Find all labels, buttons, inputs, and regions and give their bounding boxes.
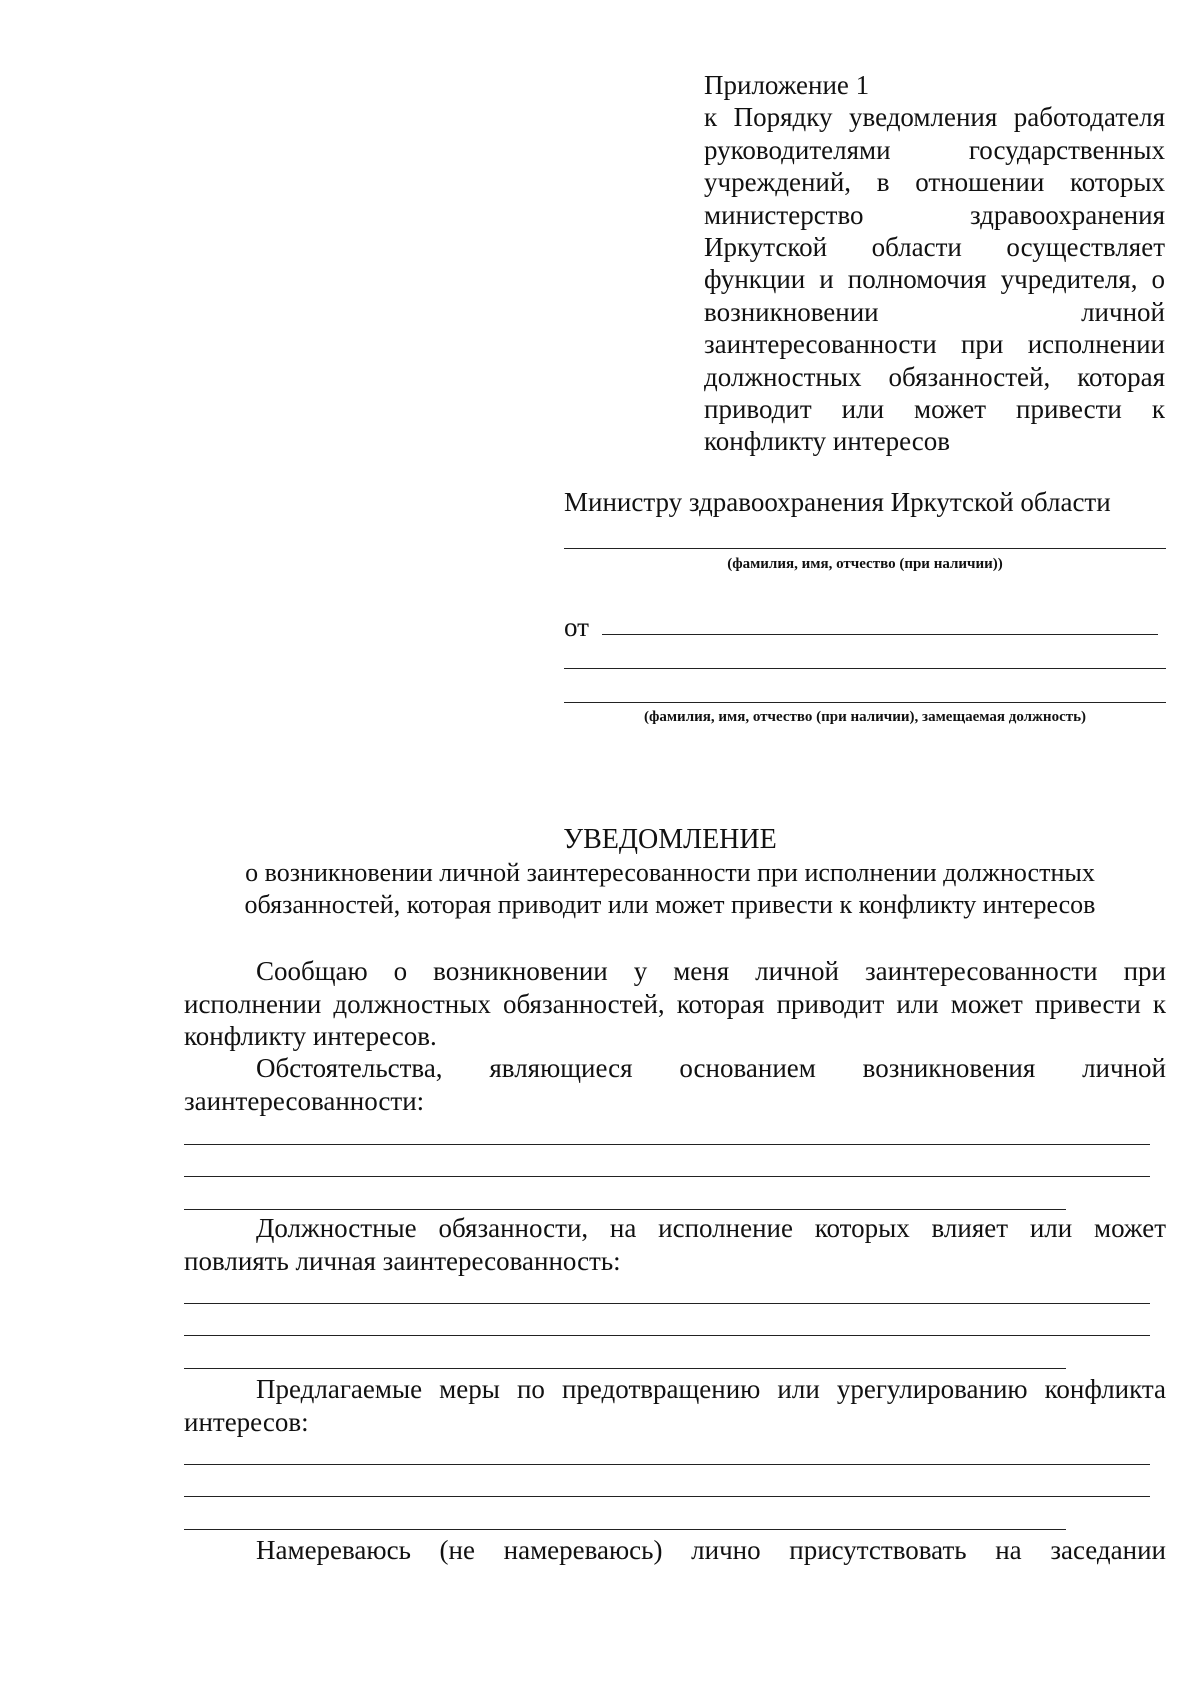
addressee-name-line: [564, 548, 1166, 549]
from-caption: (фамилия, имя, отчество (при наличии), замещаемая должность): [643, 709, 1087, 725]
notice-title: УВЕДОМЛЕНИЕ: [563, 824, 777, 855]
paragraph-circumstances: Обстоятельства, являющиеся основанием возникновения личной заинтересованности:: [184, 1053, 1166, 1116]
duties-line-2: [184, 1335, 1150, 1336]
measures-line-2: [184, 1496, 1150, 1497]
addressee-name-caption: (фамилия, имя, отчество (при наличии)): [727, 556, 1003, 572]
from-line-3: [564, 702, 1166, 703]
notice-subtitle-line-1: о возникновении личной заинтересованности при исполнении должностных: [245, 858, 1095, 887]
measures-line-3: [184, 1529, 1066, 1530]
circumstances-line-2: [184, 1176, 1150, 1177]
paragraph-measures: Предлагаемые меры по предотвращению или урегулированию конфликта интересов:: [184, 1374, 1166, 1437]
from-line-2: [564, 668, 1166, 669]
paragraph-report: Сообщаю о возникновении у меня личной заинтересованности при исполнении должностных обязанностей, которая приводит или может привести к конфликту интересов.: [184, 956, 1166, 1051]
from-line-1: [602, 634, 1158, 635]
circumstances-line-3: [184, 1209, 1066, 1210]
paragraph-duties: Должностные обязанности, на исполнение которых влияет или может повлиять личная заинтересованность:: [184, 1213, 1166, 1276]
duties-line-3: [184, 1368, 1066, 1369]
from-label: от: [564, 612, 589, 642]
paragraph-intention: Намереваюсь (не намереваюсь) лично присутствовать на заседании: [256, 1535, 1166, 1565]
appendix-block: [704, 69, 1165, 458]
circumstances-line-1: [184, 1144, 1150, 1145]
appendix-text: к Порядку уведомления работодателя руководителями государственных учреждений, в отношении которых министерство здравоохранения Иркутской области осуществляет функции и полномочия учредителя, о возникновении личной заинтересованности при исполнении должностных обязанностей, которая приводит или может привести к конфликту интересов: [704, 102, 1165, 457]
notice-subtitle-line-2: обязанностей, которая приводит или может привести к конфликту интересов: [244, 890, 1096, 919]
duties-line-1: [184, 1303, 1150, 1304]
measures-line-1: [184, 1464, 1150, 1465]
addressee-to: Министру здравоохранения Иркутской области: [564, 487, 1111, 517]
appendix-title: Приложение 1: [704, 70, 870, 100]
